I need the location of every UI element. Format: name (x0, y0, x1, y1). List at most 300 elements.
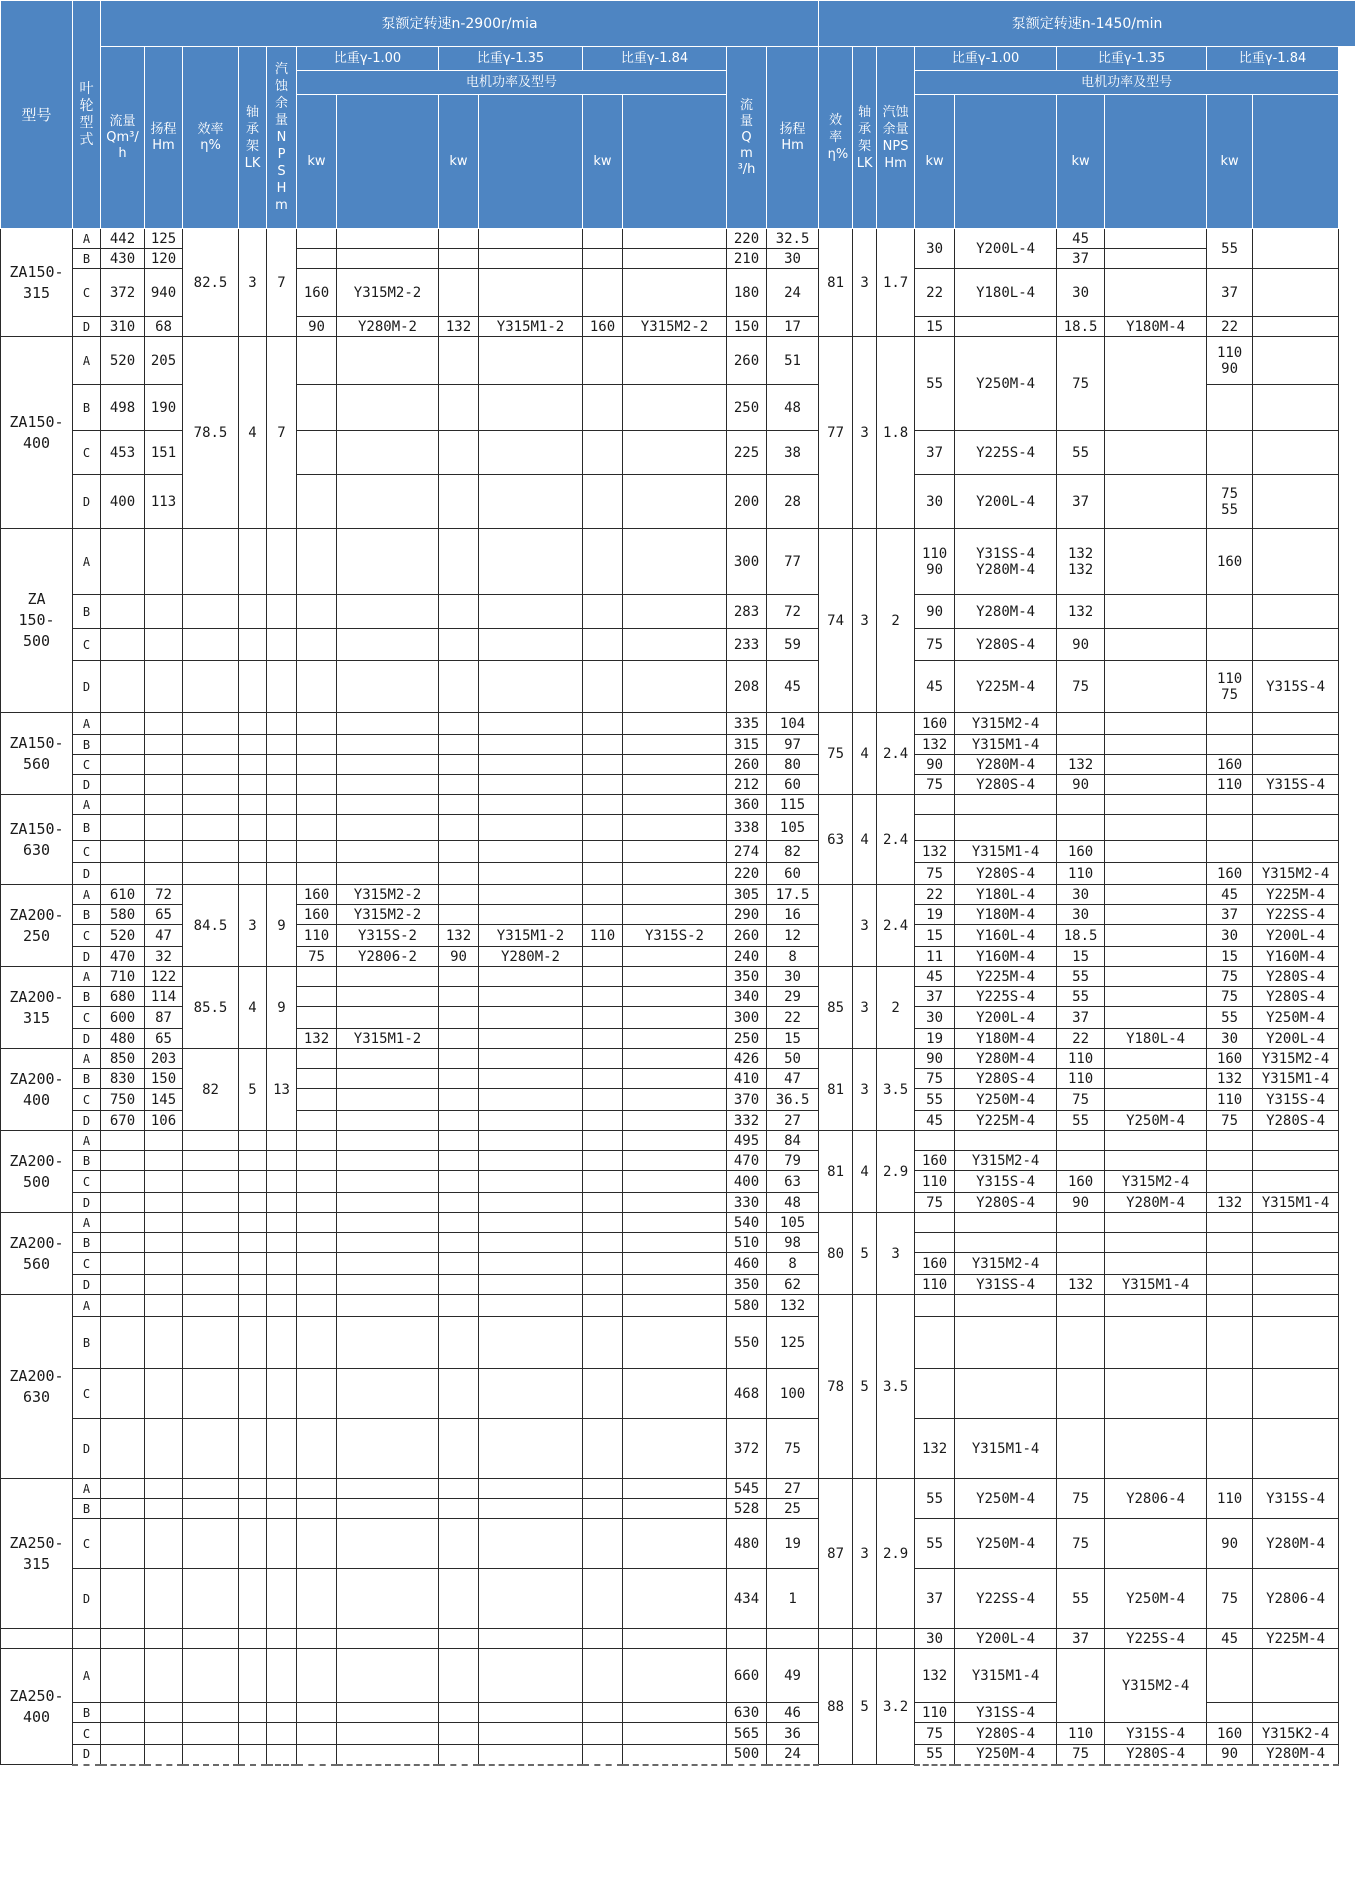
motor-g184-1450-cell (1253, 1745, 1339, 1765)
head-1450-cell (767, 1295, 819, 1317)
motor-g100-1450-text: Y315M2-4 (971, 1255, 1040, 1272)
npsh-2900-cell (267, 1193, 297, 1213)
npsh-1450-text: 1.7 (882, 274, 909, 291)
bearing-1450-cell (853, 1213, 877, 1295)
bearing-1450-text: 5 (860, 1698, 869, 1715)
variant-text: D (82, 494, 91, 509)
kw-g135-1450-text: 75 (1072, 1535, 1090, 1552)
motor-g100-2900-cell (337, 385, 439, 431)
head-1450-text: 60 (784, 865, 801, 882)
npsh-2900-cell (267, 755, 297, 775)
head-1450-cell (767, 1069, 819, 1089)
header-gamma-100-2900: 比重γ-1.00 (297, 47, 439, 71)
head-1450-cell (767, 1111, 819, 1131)
header-speed-1450: 泵额定转速n-1450/min (819, 1, 1356, 47)
header-kw: kw (583, 95, 623, 229)
kw-g184-1450-text: 45 (1221, 1630, 1239, 1647)
motor-g100-1450-cell (955, 775, 1057, 795)
motor-g100-1450-cell (955, 629, 1057, 661)
motor-g184-1450-cell (1253, 337, 1339, 385)
motor-g184-1450-cell (1253, 1029, 1339, 1049)
kw-g184-2900-cell (583, 987, 623, 1007)
motor-g100-1450-cell (955, 841, 1057, 863)
kw-g100-1450-cell (915, 1629, 955, 1649)
header-kw: kw (1057, 95, 1105, 229)
head-1450-text: 1 (788, 1590, 797, 1607)
motor-g184-1450-text: Y280M-4 (1266, 1746, 1326, 1763)
kw-g135-2900-cell (439, 1089, 479, 1111)
efficiency-1450-cell (819, 713, 853, 795)
kw-g135-2900-cell (439, 1629, 479, 1649)
head-1450-cell (767, 385, 819, 431)
motor-g184-2900-cell (623, 1723, 727, 1745)
kw-g135-2900-cell (439, 1213, 479, 1233)
head-1450-cell (767, 1629, 819, 1649)
model-text: ZA200-400 (9, 1069, 64, 1109)
motor-g100-2900-cell (337, 1049, 439, 1069)
kw-g100-1450-text: 75 (926, 1070, 944, 1087)
motor-g135-1450-cell (1105, 1479, 1207, 1519)
head-1450-text: 47 (784, 1070, 801, 1087)
motor-g184-1450-cell (1253, 1007, 1339, 1029)
head-2900-cell (145, 629, 183, 661)
head-2900-cell (145, 1171, 183, 1193)
kw-g184-2900-cell (583, 863, 623, 885)
table-row (1, 337, 1356, 385)
motor-g184-1450-cell (1253, 475, 1339, 529)
kw-g184-1450-text: 90 (1221, 1535, 1239, 1552)
motor-g135-1450-cell (1105, 1317, 1207, 1369)
variant-cell (73, 987, 101, 1007)
kw-g100-1450-text: 22 (926, 886, 944, 903)
motor-g184-1450-text: Y315M1-4 (1261, 1070, 1330, 1087)
head-1450-text: 38 (784, 444, 801, 461)
head-1450-text: 63 (784, 1173, 801, 1190)
motor-g135-1450-cell (1105, 249, 1207, 269)
kw-g135-1450-cell (1057, 629, 1105, 661)
efficiency-2900-cell (183, 661, 239, 713)
head-1450-cell (767, 1703, 819, 1723)
kw-g135-1450-cell (1057, 815, 1105, 841)
kw-g100-1450-cell (915, 925, 955, 947)
npsh-1450-text: 1.8 (882, 424, 909, 441)
kw-g184-1450-cell (1207, 385, 1253, 431)
head-1450-cell (767, 1745, 819, 1765)
npsh-2900-cell (267, 1171, 297, 1193)
kw-g184-2900-cell (583, 1151, 623, 1171)
flow-1450-cell (727, 229, 767, 249)
variant-cell (73, 1649, 101, 1703)
flow-1450-cell (727, 755, 767, 775)
head-2900-text: 150 (150, 1070, 177, 1087)
efficiency-1450-cell (819, 1479, 853, 1629)
kw-g100-1450-text: 15 (926, 927, 944, 944)
kw-g135-1450-cell (1057, 1479, 1105, 1519)
motor-g100-2900-cell (337, 1275, 439, 1295)
npsh-1450-text: 2.4 (882, 745, 909, 762)
motor-g135-1450-cell (1105, 629, 1207, 661)
head-1450-text: 24 (784, 284, 801, 301)
kw-g184-1450-text: 110 (1216, 1490, 1243, 1507)
npsh-2900-text: 7 (277, 274, 286, 291)
variant-cell (73, 1069, 101, 1089)
variant-text: B (82, 604, 91, 619)
variant-cell (73, 337, 101, 385)
efficiency-1450-text: 74 (827, 612, 845, 629)
kw-g135-2900-cell (439, 1519, 479, 1569)
flow-2900-cell (101, 1569, 145, 1629)
kw-g100-1450-text: 90 (926, 1050, 944, 1067)
kw-g135-1450-cell (1057, 661, 1105, 713)
efficiency-1450-text: 81 (827, 1081, 845, 1098)
efficiency-2900-text: 85.5 (193, 999, 228, 1016)
motor-g100-2900-cell (337, 1131, 439, 1151)
head-2900-text: 65 (155, 906, 172, 923)
bearing-2900-cell (239, 1519, 267, 1569)
variant-text: A (82, 1481, 91, 1496)
head-1450-cell (767, 269, 819, 317)
kw-g184-1450-text: 110 (1216, 776, 1243, 793)
motor-g100-2900-cell (337, 1499, 439, 1519)
motor-g135-1450-cell (1105, 987, 1207, 1007)
motor-g184-1450-cell (1253, 1369, 1339, 1419)
kw-g135-2900-cell (439, 1703, 479, 1723)
flow-1450-cell (727, 1419, 767, 1479)
head-1450-cell (767, 337, 819, 385)
kw-g184-2900-cell (583, 317, 623, 337)
motor-g135-2900-cell (479, 947, 583, 967)
kw-g100-1450-cell (915, 229, 955, 269)
efficiency-2900-cell (183, 841, 239, 863)
motor-g100-2900-cell (337, 815, 439, 841)
head-2900-cell (145, 815, 183, 841)
kw-g184-2900-cell (583, 1295, 623, 1317)
motor-g184-1450-text: Y315M2-4 (1261, 1050, 1330, 1067)
table-row (1, 885, 1356, 905)
bearing-2900-cell (239, 1723, 267, 1745)
motor-g184-2900-cell (623, 1745, 727, 1765)
kw-g100-2900-cell (297, 713, 337, 735)
motor-g135-2900-cell (479, 1007, 583, 1029)
flow-2900-cell (101, 1499, 145, 1519)
motor-g184-1450-text: Y200L-4 (1266, 927, 1326, 944)
motor-g135-1450-text: Y280M-4 (1126, 1194, 1186, 1211)
efficiency-1450-text: 75 (827, 745, 845, 762)
motor-g135-2900-cell (479, 1295, 583, 1317)
flow-2900-cell (101, 755, 145, 775)
table-row (1, 1213, 1356, 1233)
flow-1450-text: 315 (733, 736, 760, 753)
motor-g100-1450-cell (955, 863, 1057, 885)
kw-g184-1450-cell (1207, 1171, 1253, 1193)
motor-g135-2900-cell (479, 249, 583, 269)
motor-g135-1450-cell (1105, 595, 1207, 629)
motor-g135-2900-cell (479, 629, 583, 661)
header-blank (623, 95, 727, 229)
motor-g100-2900-cell (337, 863, 439, 885)
bearing-2900-cell (239, 1151, 267, 1171)
kw-g135-1450-cell (1057, 1213, 1105, 1233)
bearing-1450-text: 3 (860, 917, 869, 934)
kw-g100-2900-cell (297, 755, 337, 775)
npsh-1450-cell (877, 885, 915, 967)
table-row (1, 661, 1356, 713)
header-blank (1105, 95, 1207, 229)
header-gamma-135-2900: 比重γ-1.35 (439, 47, 583, 71)
kw-g184-1450-text: 75 (1221, 1112, 1239, 1129)
flow-2900-text: 498 (109, 399, 136, 416)
head-2900-cell (145, 529, 183, 595)
motor-g184-1450-cell (1253, 1171, 1339, 1193)
npsh-1450-text: 2.9 (882, 1545, 909, 1562)
motor-g100-1450-cell (955, 947, 1057, 967)
kw-g135-1450-cell (1057, 1723, 1105, 1745)
motor-g184-2900-cell (623, 1703, 727, 1723)
flow-2900-cell (101, 925, 145, 947)
motor-g135-2900-cell (479, 1029, 583, 1049)
kw-g184-2900-cell (583, 795, 623, 815)
motor-g135-1450-cell (1105, 529, 1207, 595)
table-row (1, 1369, 1356, 1419)
kw-g184-1450-cell (1207, 1131, 1253, 1151)
motor-g100-2900-cell (337, 1089, 439, 1111)
kw-g184-2900-cell (583, 713, 623, 735)
flow-1450-cell (727, 1069, 767, 1089)
kw-g135-2900-cell (439, 1479, 479, 1499)
kw-g135-2900-cell (439, 337, 479, 385)
head-2900-text: 190 (150, 399, 177, 416)
kw-g100-1450-cell (915, 529, 955, 595)
flow-1450-text: 400 (733, 1173, 760, 1190)
variant-cell (73, 1419, 101, 1479)
kw-g135-1450-cell (1057, 1745, 1105, 1765)
head-1450-text: 77 (784, 553, 801, 570)
kw-g135-1450-text: 90 (1072, 1194, 1090, 1211)
motor-g135-1450-text: Y180L-4 (1126, 1030, 1186, 1047)
kw-g184-2900-cell (583, 475, 623, 529)
flow-1450-cell (727, 885, 767, 905)
kw-g100-2900-cell (297, 661, 337, 713)
kw-g184-2900-cell (583, 841, 623, 863)
motor-g100-1450-cell (955, 475, 1057, 529)
flow-1450-cell (727, 1629, 767, 1649)
kw-g100-1450-cell (915, 269, 955, 317)
variant-cell (73, 713, 101, 735)
kw-g135-2900-cell (439, 475, 479, 529)
kw-g135-1450-cell (1057, 1069, 1105, 1089)
head-2900-cell (145, 1519, 183, 1569)
motor-g100-1450-cell (955, 905, 1057, 925)
flow-1450-text: 510 (733, 1234, 760, 1251)
kw-g135-2900-cell (439, 755, 479, 775)
motor-g184-1450-cell (1253, 905, 1339, 925)
motor-g135-1450-cell (1105, 735, 1207, 755)
motor-g100-2900-cell (337, 947, 439, 967)
head-2900-cell (145, 713, 183, 735)
bearing-2900-cell (239, 1131, 267, 1151)
kw-g100-1450-text: 110 90 (921, 545, 948, 578)
head-2900-cell (145, 249, 183, 269)
kw-g135-1450-cell (1057, 269, 1105, 317)
head-1450-text: 62 (784, 1276, 801, 1293)
kw-g100-1450-cell (915, 1111, 955, 1131)
kw-g135-1450-text: 37 (1072, 1009, 1090, 1026)
variant-text: D (82, 1747, 91, 1762)
motor-g184-2900-cell (623, 1069, 727, 1089)
bearing-2900-text: 5 (248, 1081, 257, 1098)
head-1450-cell (767, 249, 819, 269)
head-1450-text: 17 (784, 318, 801, 335)
motor-g184-1450-cell (1253, 629, 1339, 661)
npsh-1450-text: 2 (891, 612, 900, 629)
variant-text: C (82, 1536, 91, 1551)
head-1450-text: 125 (779, 1334, 806, 1351)
variant-cell (73, 1131, 101, 1151)
variant-cell (73, 1295, 101, 1317)
kw-g184-1450-cell (1207, 947, 1253, 967)
motor-g100-1450-text: Y31SS-4 Y280M-4 (976, 545, 1036, 578)
kw-g184-2900-cell (583, 1029, 623, 1049)
efficiency-2900-cell (183, 1649, 239, 1703)
kw-g100-1450-cell (915, 1049, 955, 1069)
kw-g100-2900-cell (297, 1369, 337, 1419)
flow-2900-text: 670 (109, 1112, 136, 1129)
efficiency-2900-cell (183, 1723, 239, 1745)
motor-g184-2900-cell (623, 229, 727, 249)
motor-g135-2900-cell (479, 1369, 583, 1419)
variant-cell (73, 947, 101, 967)
motor-g135-2900-cell (479, 1419, 583, 1479)
motor-g135-2900-cell (479, 1049, 583, 1069)
table-row (1, 775, 1356, 795)
kw-g135-1450-text: 110 (1067, 1050, 1094, 1067)
kw-g100-1450-cell (915, 1193, 955, 1213)
flow-1450-cell (727, 1369, 767, 1419)
flow-1450-cell (727, 1723, 767, 1745)
kw-g100-2900-cell (297, 595, 337, 629)
variant-text: B (82, 989, 91, 1004)
motor-g100-1450-text: Y200L-4 (976, 240, 1036, 257)
flow-1450-cell (727, 661, 767, 713)
variant-cell (73, 1171, 101, 1193)
efficiency-1450-cell (819, 337, 853, 529)
npsh-1450-cell (877, 1295, 915, 1479)
kw-g135-1450-text: 160 (1067, 843, 1094, 860)
flow-1450-cell (727, 385, 767, 431)
flow-1450-cell (727, 1295, 767, 1317)
header-flow-2900 (101, 47, 145, 229)
head-1450-text: 15 (784, 1030, 801, 1047)
header-efficiency-2900 (183, 47, 239, 229)
kw-g135-2900-cell (439, 229, 479, 249)
kw-g100-1450-cell (915, 475, 955, 529)
flow-1450-text: 495 (733, 1132, 760, 1149)
kw-g184-1450-cell (1207, 1275, 1253, 1295)
flow-2900-cell (101, 1275, 145, 1295)
kw-g135-1450-cell (1057, 1629, 1105, 1649)
kw-g184-2900-cell (583, 249, 623, 269)
kw-g135-1450-cell (1057, 1089, 1105, 1111)
kw-g184-1450-text: 110 (1216, 1091, 1243, 1108)
motor-g100-2900-cell (337, 795, 439, 815)
head-1450-text: 60 (784, 776, 801, 793)
kw-g135-1450-text: 110 (1067, 865, 1094, 882)
head-1450-text: 45 (784, 678, 801, 695)
kw-g100-1450-cell (915, 1745, 955, 1765)
motor-g135-2900-cell (479, 795, 583, 815)
kw-g184-1450-text: 30 (1221, 927, 1239, 944)
flow-1450-text: 300 (733, 553, 760, 570)
motor-g100-1450-text: Y315M1-4 (971, 736, 1040, 753)
flow-1450-text: 260 (733, 927, 760, 944)
table-row (1, 1295, 1356, 1317)
motor-g135-2900-cell (479, 1275, 583, 1295)
motor-g135-1450-cell (1105, 1253, 1207, 1275)
head-1450-text: 49 (784, 1667, 801, 1684)
kw-g135-2900-cell (439, 1275, 479, 1295)
head-2900-cell (145, 1233, 183, 1253)
motor-g184-2900-cell (623, 967, 727, 987)
kw-g100-1450-cell (915, 841, 955, 863)
motor-g135-2900-cell (479, 529, 583, 595)
header-gamma-100-1450: 比重γ-1.00 (915, 47, 1057, 71)
bearing-2900-cell (239, 1703, 267, 1723)
efficiency-1450-cell (819, 885, 853, 967)
head-2900-text: 205 (150, 352, 177, 369)
efficiency-2900-cell (183, 1369, 239, 1419)
header-npsh-1450 (877, 47, 915, 229)
flow-2900-cell (101, 629, 145, 661)
header-flow-2900-text: 流量Qm³/h (106, 113, 139, 161)
head-2900-cell (145, 337, 183, 385)
kw-g135-2900-cell (439, 1649, 479, 1703)
motor-g100-1450-cell (955, 1369, 1057, 1419)
kw-g100-2900-cell (297, 987, 337, 1007)
kw-g100-1450-cell (915, 967, 955, 987)
motor-g184-2900-cell (623, 269, 727, 317)
model-cell (1, 1649, 73, 1765)
flow-1450-text: 565 (733, 1725, 760, 1742)
flow-1450-cell (727, 249, 767, 269)
variant-cell (73, 1369, 101, 1419)
flow-2900-cell (101, 1629, 145, 1649)
variant-text: D (82, 319, 91, 334)
npsh-1450-text: 3.5 (882, 1378, 909, 1395)
kw-g135-1450-cell (1057, 1193, 1105, 1213)
head-2900-cell (145, 1029, 183, 1049)
motor-g100-2900-cell (337, 1151, 439, 1171)
head-2900-cell (145, 755, 183, 775)
npsh-2900-text: 7 (277, 424, 286, 441)
flow-2900-cell (101, 1193, 145, 1213)
motor-g184-1450-cell (1253, 863, 1339, 885)
flow-1450-cell (727, 1007, 767, 1029)
head-2900-text: 106 (150, 1112, 177, 1129)
npsh-2900-text: 9 (277, 917, 286, 934)
motor-g184-2900-cell (623, 1419, 727, 1479)
model-text: ZA200-315 (9, 987, 64, 1027)
kw-g184-2900-cell (583, 1419, 623, 1479)
npsh-2900-cell (267, 1233, 297, 1253)
motor-g135-2900-cell (479, 1111, 583, 1131)
kw-g184-1450-cell (1207, 905, 1253, 925)
variant-cell (73, 863, 101, 885)
flow-1450-text: 212 (733, 776, 760, 793)
efficiency-2900-text: 78.5 (193, 424, 228, 441)
flow-2900-text: 710 (109, 968, 136, 985)
motor-g100-1450-text: Y225S-4 (976, 988, 1036, 1005)
header-blank (1253, 95, 1339, 229)
